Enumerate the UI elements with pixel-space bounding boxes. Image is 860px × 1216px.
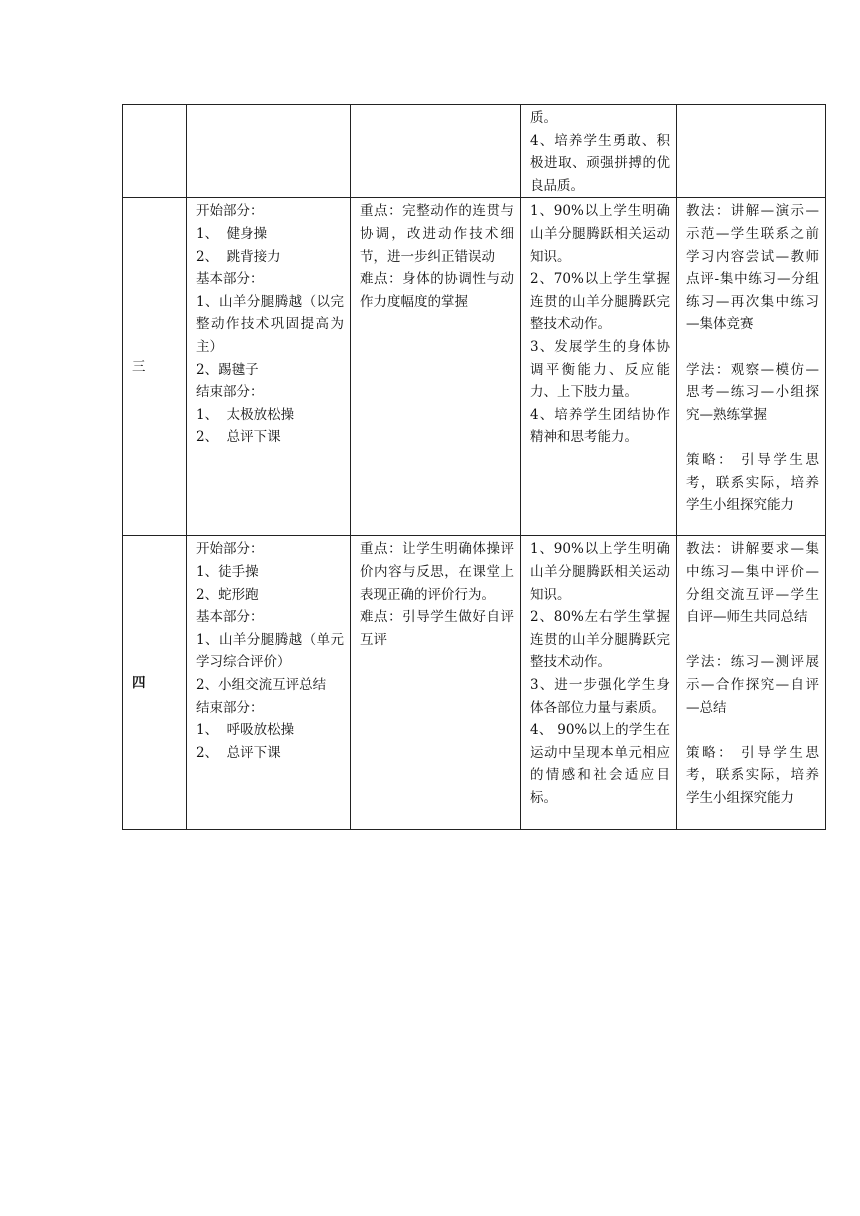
content-item: 1、山羊分腿腾越（单元学习综合评价）: [196, 631, 344, 671]
content-item: 基本部分：: [196, 271, 264, 288]
method-item: 学法：观察—模仿—思考—练习—小组探究—熟练掌握: [686, 361, 819, 423]
content-item: 1、徒手操: [196, 563, 259, 580]
objective-item: 2、70%以上学生掌握连贯的山羊分腿腾跃完整技术动作。: [530, 271, 670, 333]
methods-cell: [677, 105, 826, 198]
objectives-cell: [521, 198, 677, 536]
lesson-number: 四: [132, 674, 146, 691]
content-item: 2、小组交流互评总结: [196, 676, 327, 693]
lesson-content-cell: [187, 536, 351, 830]
content-item: 2、蛇形跑: [196, 586, 259, 603]
objective-item: 1、90%以上学生明确山羊分腿腾跃相关运动知识。: [530, 541, 670, 603]
content-item: 2、 总评下课: [196, 429, 281, 446]
objective-item: 1、90%以上学生明确山羊分腿腾跃相关运动知识。: [530, 203, 670, 265]
method-item: 学法：练习—测评展示—合作探究—自评—总结: [686, 654, 819, 716]
table-row: [123, 536, 826, 830]
methods-cell: [677, 198, 826, 536]
content-item: 2、踢毽子: [196, 361, 259, 378]
key-points-cell: [351, 536, 521, 830]
content-item: 1、 健身操: [196, 225, 268, 242]
content-item: 1、山羊分腿腾越（以完整动作技术巩固提高为主）: [196, 293, 344, 355]
content-item: 1、 呼吸放松操: [196, 722, 295, 739]
objective-item: 质。: [530, 110, 557, 126]
content-item: 2、 跳背接力: [196, 248, 281, 265]
key-point-item: 重点：完整动作的连贯与协调，改进动作技术细节，进一步纠正错误动: [360, 203, 514, 265]
objective-item: 3、进一步强化学生身体各部位力量与素质。: [530, 676, 670, 716]
key-point-item: 重点：让学生明确体操评价内容与反思，在课堂上表现正确的评价行为。: [360, 541, 514, 603]
lesson-number-cell: [123, 105, 187, 198]
method-item: 策略： 引导学生思考，联系实际，培养学生小组探究能力: [686, 744, 819, 806]
objective-item: 3、发展学生的身体协调平衡能力、反应能力、上下肢力量。: [530, 338, 670, 401]
method-item: 教法：讲解要求—集中练习—集中评价—分组交流互评—学生自评—师生共同总结: [686, 541, 819, 626]
objectives-cell: [521, 105, 677, 198]
lesson-content-cell: [187, 105, 351, 198]
key-point-item: 难点：身体的协调性与动作力度幅度的掌握: [360, 271, 514, 310]
content-item: 结束部分：: [196, 699, 264, 716]
objective-item: 4、 90%以上的学生在运动中呈现本单元相应的情感和社会适应目标。: [530, 722, 670, 806]
lesson-number: 三: [132, 358, 146, 375]
table-row: [123, 198, 826, 536]
key-point-item: 难点：引导学生做好自评互评: [360, 609, 514, 648]
table-row: [123, 105, 826, 198]
content-item: 开始部分：: [196, 203, 264, 220]
methods-cell: [677, 536, 826, 830]
content-item: 1、 太极放松操: [196, 406, 295, 423]
spacer: [686, 629, 819, 652]
lesson-content-cell: [187, 198, 351, 536]
objective-item: 4、培养学生勇敢、积极进取、顽强拼搏的优良品质。: [530, 132, 670, 194]
content-item: 基本部分：: [196, 609, 264, 626]
key-points-cell: [351, 105, 521, 198]
spacer: [686, 426, 819, 449]
spacer: [686, 719, 819, 742]
lesson-plan-table: [122, 104, 826, 830]
objective-item: 2、80%左右学生掌握连贯的山羊分腿腾跃完整技术动作。: [530, 609, 670, 671]
spacer: [686, 336, 819, 359]
content-item: 结束部分：: [196, 384, 264, 401]
content-item: 开始部分：: [196, 541, 264, 558]
method-item: 教法：讲解—演示—示范—学生联系之前学习内容尝试—教师点评-集中练习—分组练习—再次集中练习—集体竞赛: [686, 203, 819, 333]
content-item: 2、 总评下课: [196, 744, 281, 761]
lesson-number-cell: [123, 198, 187, 536]
objectives-cell: [521, 536, 677, 830]
key-points-cell: [351, 198, 521, 536]
lesson-number-cell: [123, 536, 187, 830]
objective-item: 4、培养学生团结协作精神和思考能力。: [530, 406, 670, 446]
method-item: 策略： 引导学生思考，联系实际，培养学生小组探究能力: [686, 451, 819, 514]
